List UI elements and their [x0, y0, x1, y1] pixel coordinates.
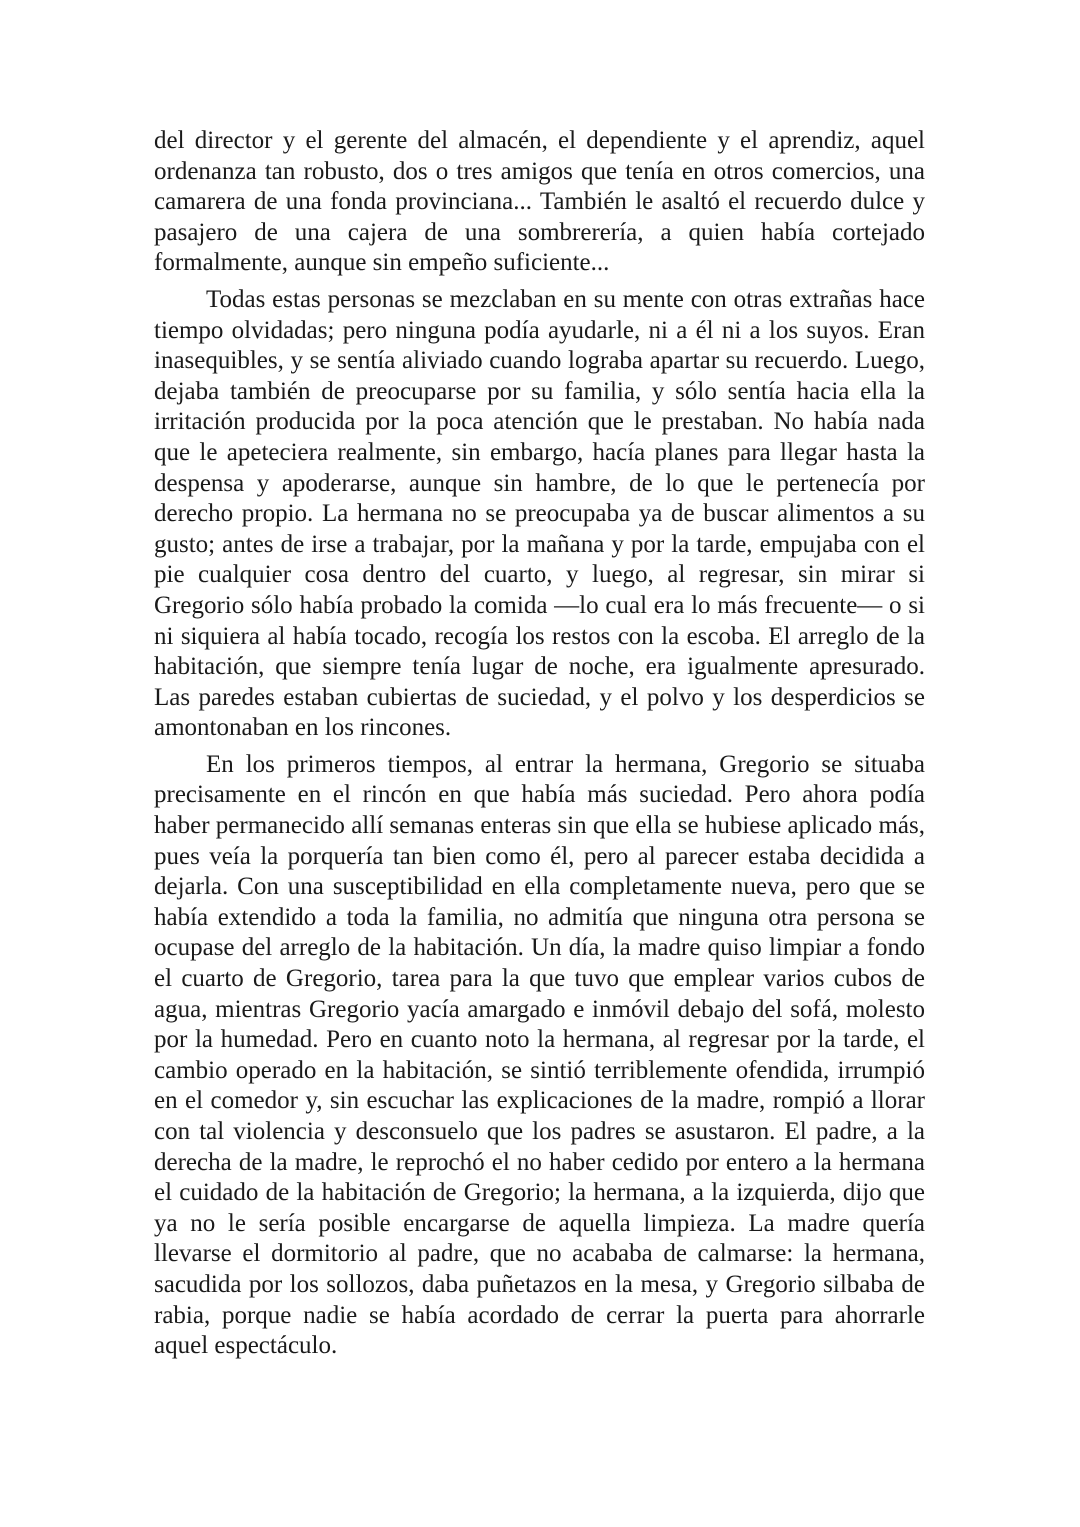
page-body: [154, 126, 925, 1362]
paragraph-2: Todas estas personas se mezclaban en su mente con otras extrañas hace tiempo olvidadas; pero ninguna podía ayudarle, ni a él ni a los suyos. Eran inasequibles, y se sentía aliviado cuando lograba apartar su recuerdo. Luego, dejaba también de preocuparse por su familia, y sólo sentía hacia ella la irritación producida por la poca atención que le prestaban. No había nada que le apeteciera realmente, sin embargo, hacía planes para llegar hasta la despensa y apoderarse, aunque sin hambre, de lo que le pertenecía por derecho propio. La hermana no se preocupaba ya de buscar alimentos a su gusto; antes de irse a trabajar, por la mañana y por la tarde, empujaba con el pie cualquier cosa dentro del cuarto, y luego, al regresar, sin mirar si Gregorio sólo había probado la comida —lo cual era lo más frecuente— o si ni siquiera al había tocado, recogía los restos con la escoba. El arreglo de la habitación, que siempre tenía lugar de noche, era igualmente apresurado. Las paredes estaban cubiertas de suciedad, y el polvo y los desperdicios se amontonaban en los rincones.: [154, 285, 925, 742]
paragraph-3: En los primeros tiempos, al entrar la hermana, Gregorio se situaba precisamente en el rincón en que había más suciedad. Pero ahora podía haber permanecido allí semanas enteras sin que ella se hubiese aplicado más, pues veía la porquería tan bien como él, pero al parecer estaba decidida a dejarla. Con una susceptibilidad en ella completamente nueva, pero que se había extendido a toda la familia, no admitía que ninguna otra persona se ocupase del arreglo de la habitación. Un día, la madre quiso limpiar a fondo el cuarto de Gregorio, tarea para la que tuvo que emplear varios cubos de agua, mientras Gregorio yacía amargado e inmóvil debajo del sofá, molesto por la humedad. Pero en cuanto noto la hermana, al regresar por la tarde, el cambio operado en la habitación, se sintió terriblemente ofendida, irrumpió en el comedor y, sin escuchar las explicaciones de la madre, rompió a llorar con tal violencia y desconsuelo que los padres se asustaron. El padre, a la derecha de la madre, le reprochó el no haber cedido por entero a la hermana el cuidado de la habitación de Gregorio; la hermana, a la izquierda, dijo que ya no le sería posible encargarse de aquella limpieza. La madre quería llevarse el dormitorio al padre, que no acababa de calmarse: la hermana, sacudida por los sollozos, daba puñetazos en la mesa, y Gregorio silbaba de rabia, porque nadie se había acordado de cerrar la puerta para ahorrarle aquel espectáculo.: [154, 750, 925, 1360]
paragraph-1: del director y el gerente del almacén, el dependiente y el aprendiz, aquel ordenanza tan robusto, dos o tres amigos que tenía en otros comercios, una camarera de una fonda provinciana... También le asaltó el recuerdo dulce y pasajero de una cajera de una sombrerería, a quien había cortejado formalmente, aunque sin empeño suficiente...: [154, 127, 925, 277]
